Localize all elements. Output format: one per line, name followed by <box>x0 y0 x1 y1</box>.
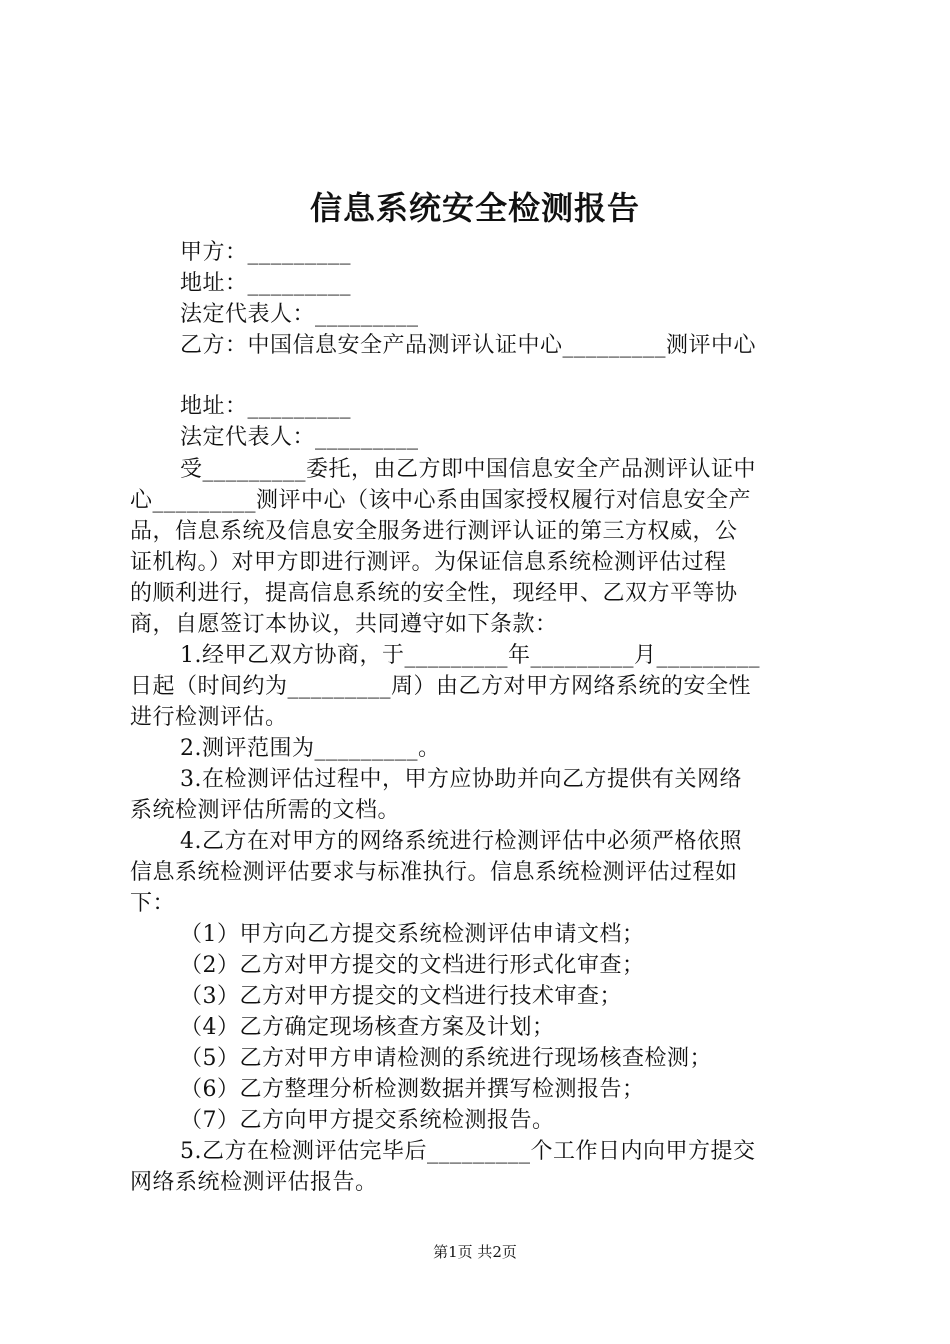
process-step-item: （4）乙方确定现场核查方案及计划； <box>180 1015 555 1040</box>
preamble-line: 受_________委托，由乙方即中国信息安全产品测评认证中 <box>180 457 757 482</box>
party-a-representative-line: 法定代表人：_________ <box>180 302 419 327</box>
party-b-representative-line: 法定代表人：_________ <box>180 425 419 450</box>
clause-3-line: 3.在检测评估过程中，甲方应协助并向乙方提供有关网络 <box>180 767 742 792</box>
clause-1-line: 进行检测评估。 <box>130 705 288 730</box>
party-b-line: 乙方：中国信息安全产品测评认证中心_________测评中心 <box>180 333 757 358</box>
clause-5-line: 5.乙方在检测评估完毕后_________个工作日内向甲方提交 <box>180 1139 756 1164</box>
clause-3-line: 系统检测评估所需的文档。 <box>130 798 401 823</box>
process-step-item: （7）乙方向甲方提交系统检测报告。 <box>180 1108 555 1133</box>
party-a-line: 甲方：_________ <box>180 240 352 265</box>
clause-4-line: 信息系统检测评估要求与标准执行。信息系统检测评估过程如 <box>130 860 738 885</box>
clause-2-line: 2.测评范围为_________。 <box>180 736 441 761</box>
party-a-address-line: 地址：_________ <box>180 271 352 296</box>
preamble-line: 证机构。）对甲方即进行测评。为保证信息系统检测评估过程 <box>130 550 727 575</box>
clause-4-line: 4.乙方在对甲方的网络系统进行检测评估中必须严格依照 <box>180 829 742 854</box>
clause-1-line: 1.经甲乙双方协商，于_________年_________月_________ <box>180 643 760 668</box>
process-step-item: （2）乙方对甲方提交的文档进行形式化审查； <box>180 953 645 978</box>
clause-1-line: 日起（时间约为_________周）由乙方对甲方网络系统的安全性 <box>130 674 752 699</box>
clause-4-line: 下： <box>130 891 176 916</box>
page-number-footer: 第1页 共2页 <box>433 1243 517 1261</box>
process-step-item: （6）乙方整理分析检测数据并撰写检测报告； <box>180 1077 645 1102</box>
preamble-line: 的顺利进行，提高信息系统的安全性，现经甲、乙双方平等协 <box>130 581 738 606</box>
document-title: 信息系统安全检测报告 <box>309 189 640 227</box>
party-b-address-line: 地址：_________ <box>180 394 352 419</box>
process-step-item: （3）乙方对甲方提交的文档进行技术审查； <box>180 984 622 1009</box>
preamble-line: 心_________测评中心（该中心系由国家授权履行对信息安全产 <box>130 488 752 513</box>
process-step-item: （5）乙方对甲方申请检测的系统进行现场核查检测； <box>180 1046 712 1071</box>
preamble-line: 品，信息系统及信息安全服务进行测评认证的第三方权威，公 <box>130 519 738 544</box>
clause-5-line: 网络系统检测评估报告。 <box>130 1170 378 1195</box>
preamble-line: 商，自愿签订本协议，共同遵守如下条款： <box>130 612 558 637</box>
process-step-item: （1）甲方向乙方提交系统检测评估申请文档； <box>180 922 645 947</box>
